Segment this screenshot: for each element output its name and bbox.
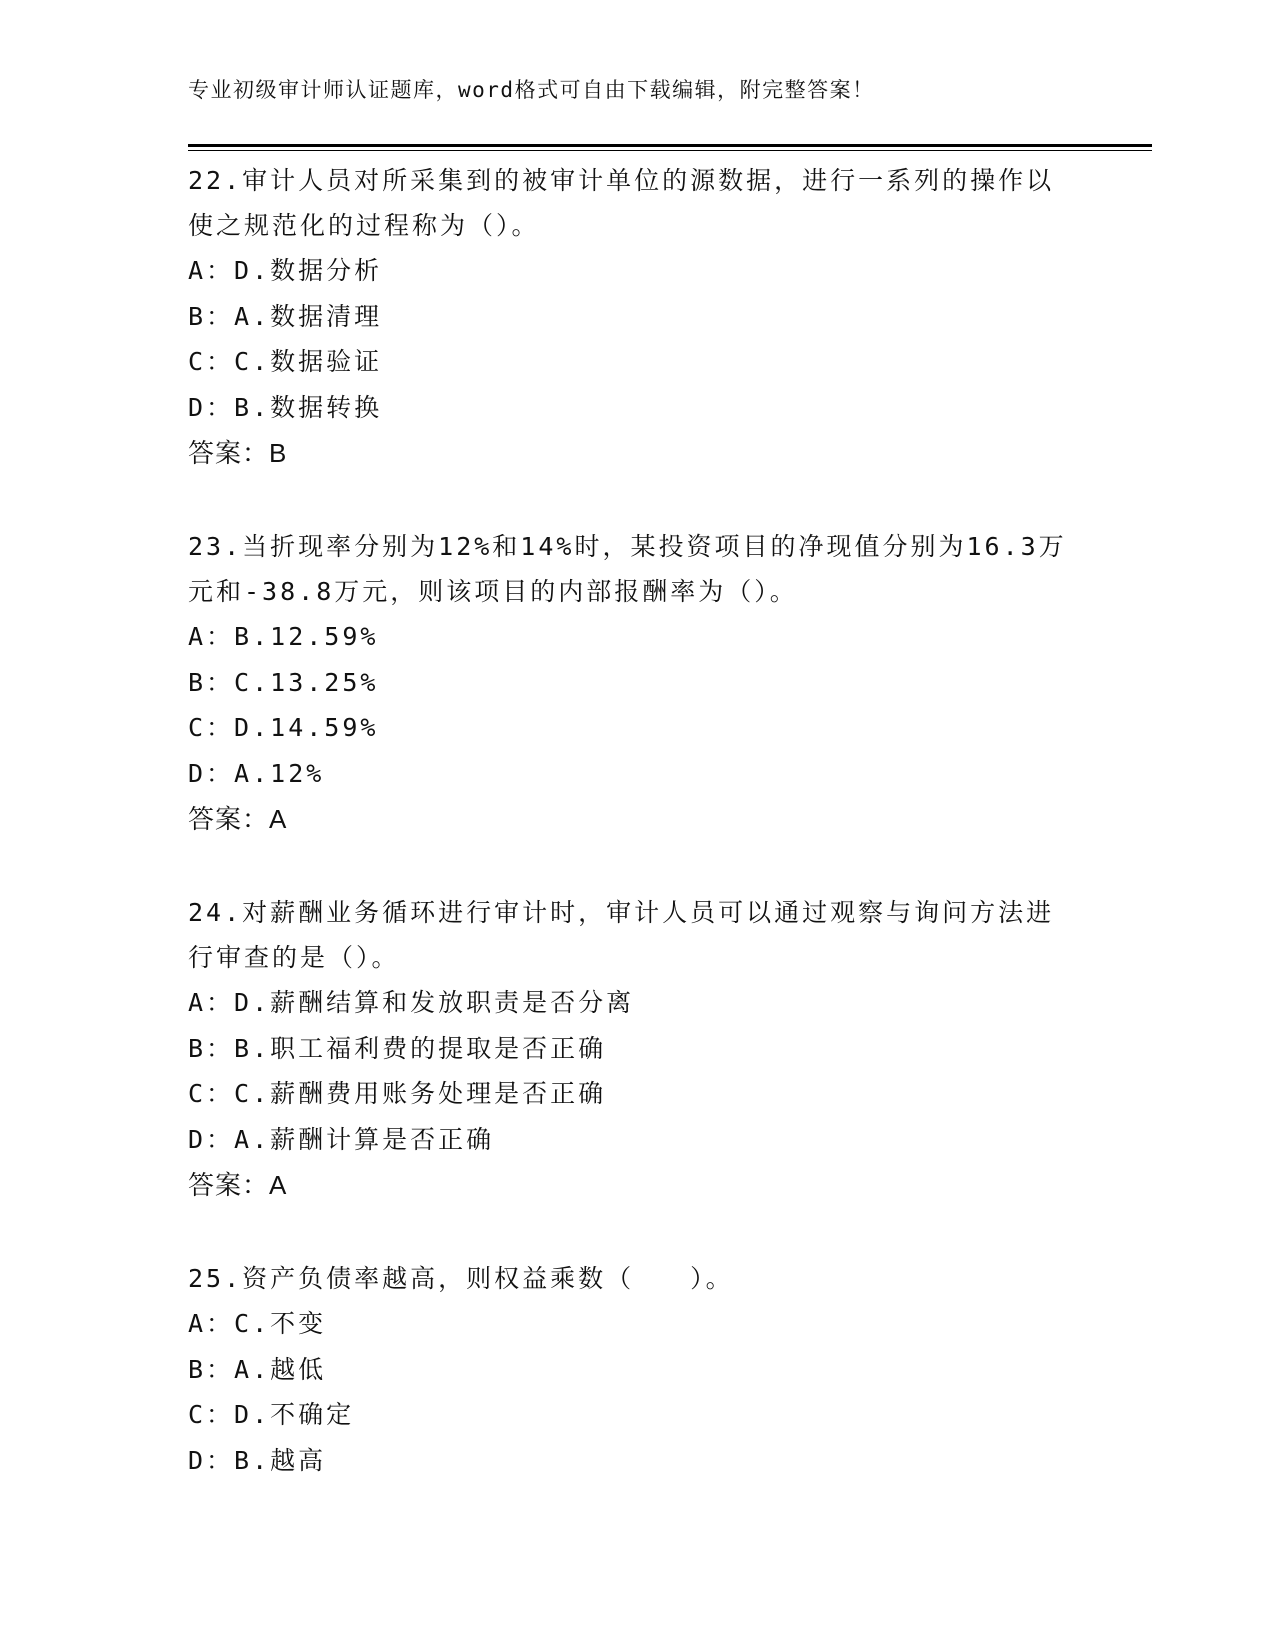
header-divider-thin <box>188 150 1152 151</box>
question-25 <box>188 1256 1088 1483</box>
question-stem: 25.资产负债率越高，则权益乘数（ ）。 <box>188 1264 734 1293</box>
option-d: D：A.薪酬计算是否正确 <box>188 1124 495 1154</box>
question-list <box>188 158 1088 1531</box>
page-header-title: 专业初级审计师认证题库，word格式可自由下载编辑，附完整答案！ <box>188 78 875 102</box>
option-d: D：A.12% <box>188 758 325 788</box>
option-b: B：B.职工福利费的提取是否正确 <box>188 1033 607 1063</box>
option-a: A：C.不变 <box>188 1309 327 1338</box>
header-divider-thick <box>188 144 1152 147</box>
question-24 <box>188 890 1088 1208</box>
option-a: A：B.12.59% <box>188 622 379 651</box>
option-d: D：B.越高 <box>188 1445 327 1475</box>
question-23 <box>188 524 1088 842</box>
answer-label: 答案：B <box>188 438 288 468</box>
question-22 <box>188 158 1088 476</box>
option-b: B：C.13.25% <box>188 667 379 697</box>
answer-label: 答案：A <box>188 804 288 834</box>
option-c: C：C.数据验证 <box>188 347 383 376</box>
option-a: A：D.数据分析 <box>188 256 383 285</box>
option-a: A：D.薪酬结算和发放职责是否分离 <box>188 988 635 1017</box>
option-c: C：C.薪酬费用账务处理是否正确 <box>188 1079 607 1108</box>
question-stem: 22.审计人员对所采集到的被审计单位的源数据，进行一系列的操作以使之规范化的过程称为（）。 <box>188 166 1055 240</box>
option-b: B：A.数据清理 <box>188 301 383 331</box>
answer-label: 答案：A <box>188 1170 288 1200</box>
option-c: C：D.不确定 <box>188 1400 355 1429</box>
question-stem: 23.当折现率分别为12%和14%时，某投资项目的净现值分别为16.3万元和-38.8万元，则该项目的内部报酬率为（）。 <box>188 532 1067 606</box>
option-c: C：D.14.59% <box>188 713 379 742</box>
option-b: B：A.越低 <box>188 1354 327 1384</box>
option-d: D：B.数据转换 <box>188 392 383 422</box>
question-stem: 24.对薪酬业务循环进行审计时，审计人员可以通过观察与询问方法进行审查的是（）。 <box>188 898 1055 972</box>
